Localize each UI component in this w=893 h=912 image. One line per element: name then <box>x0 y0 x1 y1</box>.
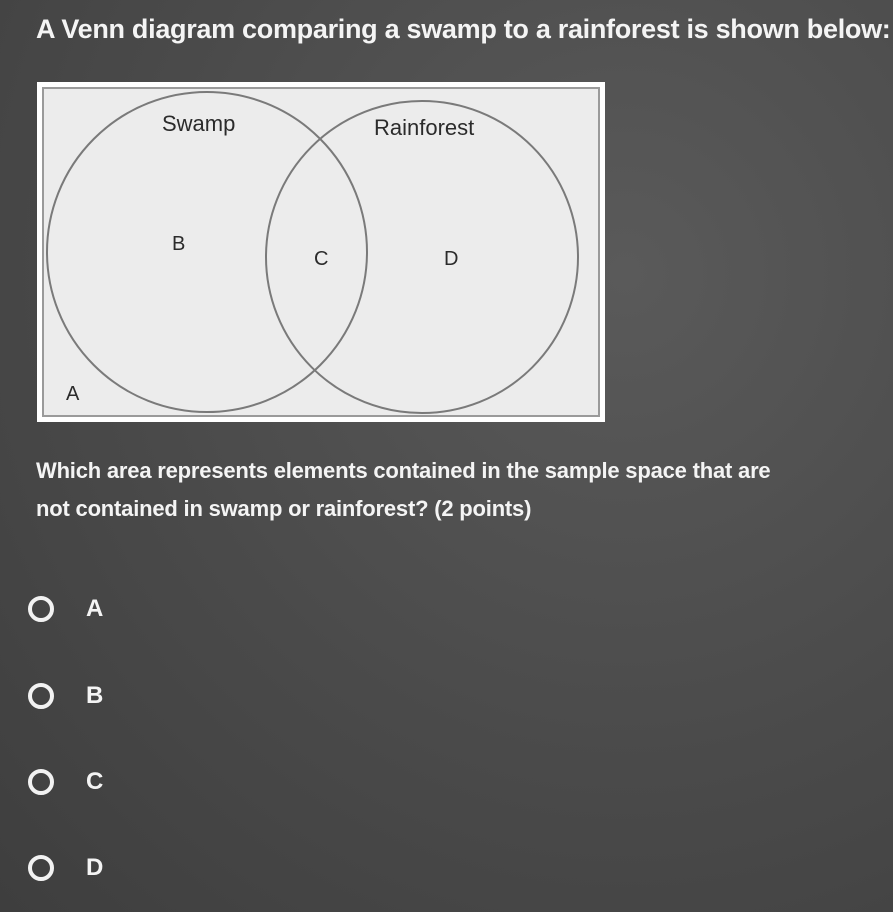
option-c[interactable] <box>28 768 103 796</box>
rainforest-label: Rainforest <box>374 115 475 140</box>
option-label: D <box>86 854 104 881</box>
option-b[interactable] <box>28 682 103 710</box>
radio-circle-icon[interactable] <box>28 683 54 709</box>
question-part2: contained in swamp or rainforest? (2 points) <box>75 496 532 521</box>
question-emphasis: not <box>36 496 70 521</box>
region-b-label: B <box>172 233 186 255</box>
radio-circle-icon[interactable] <box>28 596 54 622</box>
radio-circle-icon[interactable] <box>28 855 54 881</box>
region-c-label: C <box>314 248 329 270</box>
option-a[interactable] <box>28 595 103 623</box>
radio-circle-icon[interactable] <box>28 769 54 795</box>
option-label: A <box>86 595 104 622</box>
venn-diagram <box>37 82 605 422</box>
venn-diagram-svg <box>42 87 600 417</box>
region-a-label: A <box>66 383 80 405</box>
question-text <box>36 452 886 528</box>
region-d-label: D <box>444 248 459 270</box>
option-label: C <box>86 768 104 795</box>
question-intro: A Venn diagram comparing a swamp to a rainforest is shown below: <box>36 14 891 44</box>
option-label: B <box>86 682 104 709</box>
swamp-label: Swamp <box>162 111 236 136</box>
option-d[interactable] <box>28 854 103 882</box>
question-part1: Which area represents elements contained in the sample space that are <box>36 458 771 483</box>
